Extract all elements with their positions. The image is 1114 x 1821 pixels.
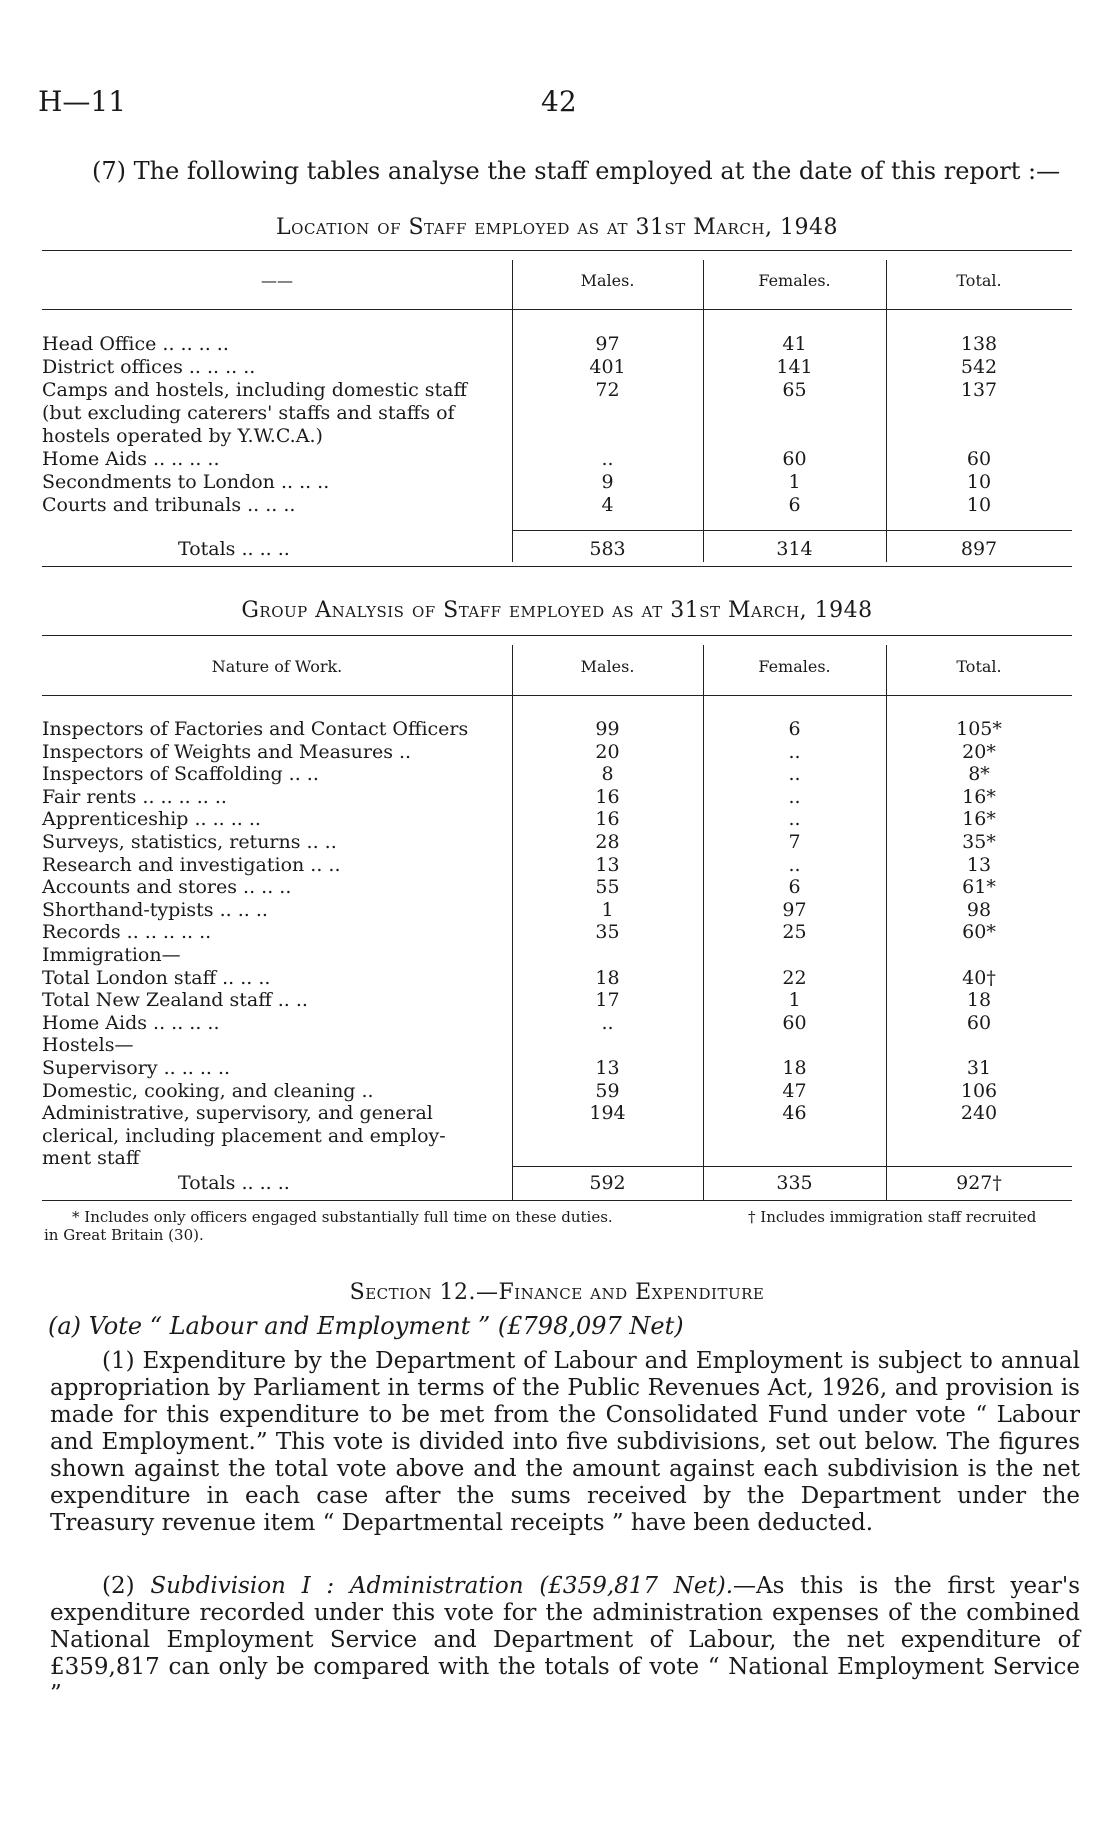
table-row-label: Inspectors of Weights and Measures .. [42, 740, 412, 763]
table-cell-females: .. [788, 785, 801, 808]
table-cell-females: .. [788, 808, 801, 831]
table2-totals-label: Totals .. .. .. [178, 1172, 290, 1194]
table-cell-females: 22 [782, 966, 807, 989]
table-cell-males: 97 [595, 333, 620, 355]
table-cell-females: 60 [782, 1011, 807, 1034]
table1-col-males: Males. [580, 271, 635, 290]
table-cell-total: 137 [960, 379, 998, 401]
table2-bottom-rule [42, 1200, 1072, 1201]
table2-col-males: Males. [580, 657, 635, 676]
table-row-label: Surveys, statistics, returns .. .. [42, 831, 337, 853]
table-cell-males: .. [601, 448, 614, 470]
table1-header-rule [42, 309, 1072, 310]
table2-totals-males: 592 [589, 1172, 626, 1194]
table1-col-total: Total. [956, 271, 1002, 290]
table-row-label: Apprenticeship .. .. .. .. [42, 808, 261, 831]
table-row-label: Secondments to London .. .. .. [42, 471, 330, 493]
table-cell-males: 17 [595, 989, 620, 1012]
table2-totals-total: 927† [956, 1172, 1002, 1194]
table-cell-total: 138 [960, 333, 998, 355]
table-cell-females: 1 [788, 989, 801, 1012]
table-cell-males: 401 [589, 356, 626, 378]
table-cell-males: 4 [601, 494, 614, 516]
table1-title: Location of Staff employed as at 31st March, 1948 [276, 215, 838, 240]
table-row-label: Inspectors of Scaffolding .. .. [42, 763, 319, 786]
table-row-label: Records .. .. .. .. .. [42, 921, 212, 944]
table-cell-males: 1 [601, 898, 614, 921]
table-cell-males: 9 [601, 471, 614, 493]
table2-header-rule [42, 695, 1072, 696]
table-row-label: Shorthand-typists .. .. .. [42, 898, 268, 921]
paragraph-2-lead: (2) [102, 1573, 151, 1599]
table-row-label: Inspectors of Factories and Contact Officers [42, 718, 469, 740]
table-cell-total: 10 [966, 471, 992, 493]
table-row-label: District offices .. .. .. .. [42, 356, 256, 378]
table2-totals-rule [512, 1166, 1072, 1167]
table-cell-males: 35 [595, 921, 620, 944]
table-row-label: Fair rents .. .. .. .. .. [42, 785, 227, 808]
table-row-label: Head Office .. .. .. .. [42, 333, 229, 355]
table2-title: Group Analysis of Staff employed as at 31st March, 1948 [241, 598, 873, 623]
intro-text: (7) The following tables analyse the staff employed at the date of this report :— [92, 157, 1061, 185]
table2-col-total: Total. [956, 657, 1002, 676]
table-row-label: Total New Zealand staff .. .. [42, 989, 308, 1012]
table-cell-total: 16* [962, 785, 996, 808]
table1-totals-label: Totals .. .. .. [178, 538, 290, 560]
table-row-label: Courts and tribunals .. .. .. [42, 494, 296, 516]
table-cell-males: 16 [595, 808, 620, 831]
table-row-label: Camps and hostels, including domestic staff [42, 379, 467, 401]
table-cell-total: 240 [960, 1102, 998, 1125]
table-cell-males: 18 [595, 966, 620, 989]
table-cell-total: 16* [962, 808, 996, 831]
table-cell-total: 18 [966, 989, 992, 1012]
table-cell-females: 7 [788, 831, 801, 853]
table-cell-females: 65 [782, 379, 807, 401]
table-cell-females: 1 [788, 471, 801, 493]
table-cell-total: 13 [966, 853, 992, 876]
table-row-label: Hostels— [42, 1034, 134, 1057]
table-row-label: Immigration— [42, 944, 181, 966]
table1-totals-females: 314 [776, 538, 813, 560]
paragraph-2-rest: —As this is the first year's expenditure recorded under this vote for the administration expenses of the combined National Employment Service and Department of Labour, the net expenditure of £359,817 can only be compared with the totals of vote “ National Employment Service ” [50, 1573, 1080, 1707]
table-cell-males: 99 [595, 718, 620, 740]
table-cell-total: 60* [962, 921, 996, 944]
table-row-label: hostels operated by Y.W.C.A.) [42, 425, 323, 447]
table-cell-females: 6 [788, 718, 801, 740]
table-cell-females: .. [788, 740, 801, 763]
table-cell-males: 194 [589, 1102, 626, 1125]
table-cell-total: 10 [966, 494, 992, 516]
table-cell-males: 16 [595, 785, 620, 808]
table-cell-total: 61* [962, 876, 996, 899]
table-cell-females: 60 [782, 448, 807, 470]
section-title: Section 12.—Finance and Expenditure [349, 1280, 765, 1305]
table-cell-total: 35* [962, 831, 996, 853]
table-cell-total: 542 [960, 356, 998, 378]
table-cell-males: 72 [595, 379, 620, 401]
table-cell-males: 55 [595, 876, 620, 899]
table-cell-males: .. [601, 1011, 614, 1034]
table-cell-males: 8 [601, 763, 614, 786]
table-cell-females: 97 [782, 898, 807, 921]
table-cell-total: 60 [966, 1011, 992, 1034]
table-cell-total: 106 [960, 1079, 998, 1102]
table2-totals-females: 335 [776, 1172, 813, 1194]
table2-top-rule [42, 635, 1072, 636]
table-cell-females: 6 [788, 494, 801, 516]
footnote-star: * Includes only officers engaged substantially full time on these duties. [72, 1208, 613, 1226]
table-row-label: Accounts and stores .. .. .. [42, 876, 292, 899]
paragraph-2 [50, 1573, 1080, 1708]
table-row-label: clerical, including placement and employ- [42, 1124, 446, 1147]
paragraph-1: (1) Expenditure by the Department of Labour and Employment is subject to annual appropriation by Parliament in terms of the Public Revenues Act, 1926, and provision is made for this expenditure to be met from the Consolidated Fund under vote “ Labour and Employment.” This vote is divided into five subdivisions, set out below. The figures shown against the total vote above and the amount against each subdivision is the net expenditure in each case after the sums received by the Department under the Treasury revenue item “ Departmental receipts ” have been deducted. [50, 1348, 1080, 1536]
table-row-label: Total London staff .. .. .. [42, 966, 271, 989]
table-cell-females: .. [788, 853, 801, 876]
footnote-dagger-cont: in Great Britain (30). [44, 1226, 204, 1244]
paragraph-2-italic: Subdivision I : Administration (£359,817 Net). [150, 1573, 734, 1599]
footnote-dagger: † Includes immigration staff recruited [748, 1208, 1037, 1226]
vote-heading: (a) Vote “ Labour and Employment ” (£798,097 Net) [48, 1312, 684, 1340]
table1-totals-rule [512, 530, 1072, 531]
table-row-label: Supervisory .. .. .. .. [42, 1057, 231, 1079]
table-row-label: ment staff [42, 1147, 140, 1170]
table-cell-females: 46 [782, 1102, 807, 1125]
table-cell-males: 13 [595, 1057, 620, 1079]
page-code: H—11 [38, 85, 127, 118]
table-cell-total: 31 [966, 1057, 992, 1079]
table2-col-nature: Nature of Work. [211, 657, 343, 676]
table-row-label: Home Aids .. .. .. .. [42, 448, 220, 470]
table-row-label: Research and investigation .. .. [42, 853, 341, 876]
table1-totals-males: 583 [589, 538, 626, 560]
table1-bottom-rule [42, 566, 1072, 567]
table-cell-males: 20 [595, 740, 620, 763]
table1-totals-total: 897 [960, 538, 998, 560]
table1-col-females: Females. [758, 271, 831, 290]
table1-top-rule [42, 250, 1072, 251]
table-cell-females: 18 [782, 1057, 807, 1079]
table-cell-males: 13 [595, 853, 620, 876]
table-cell-total: 20* [962, 740, 996, 763]
table-cell-females: 41 [782, 333, 807, 355]
table-cell-females: 47 [782, 1079, 807, 1102]
table2-col-females: Females. [758, 657, 831, 676]
table-cell-males: 28 [595, 831, 620, 853]
page-number: 42 [541, 85, 577, 118]
table-cell-total: 98 [966, 898, 992, 921]
table-cell-females: .. [788, 763, 801, 786]
table-cell-females: 141 [776, 356, 813, 378]
table-cell-males: 59 [595, 1079, 620, 1102]
table-row-label: (but excluding caterers' staffs and staffs of [42, 402, 455, 424]
table-row-label: Administrative, supervisory, and general [42, 1102, 433, 1125]
table-cell-females: 25 [782, 921, 807, 944]
table1-col-blank: —— [261, 271, 293, 290]
table-cell-total: 40† [962, 966, 996, 989]
table-row-label: Domestic, cooking, and cleaning .. [42, 1079, 374, 1102]
table-cell-total: 60 [966, 448, 992, 470]
table-cell-total: 8* [968, 763, 990, 786]
table-row-label: Home Aids .. .. .. .. [42, 1011, 220, 1034]
table-cell-females: 6 [788, 876, 801, 899]
table-cell-total: 105* [956, 718, 1002, 740]
